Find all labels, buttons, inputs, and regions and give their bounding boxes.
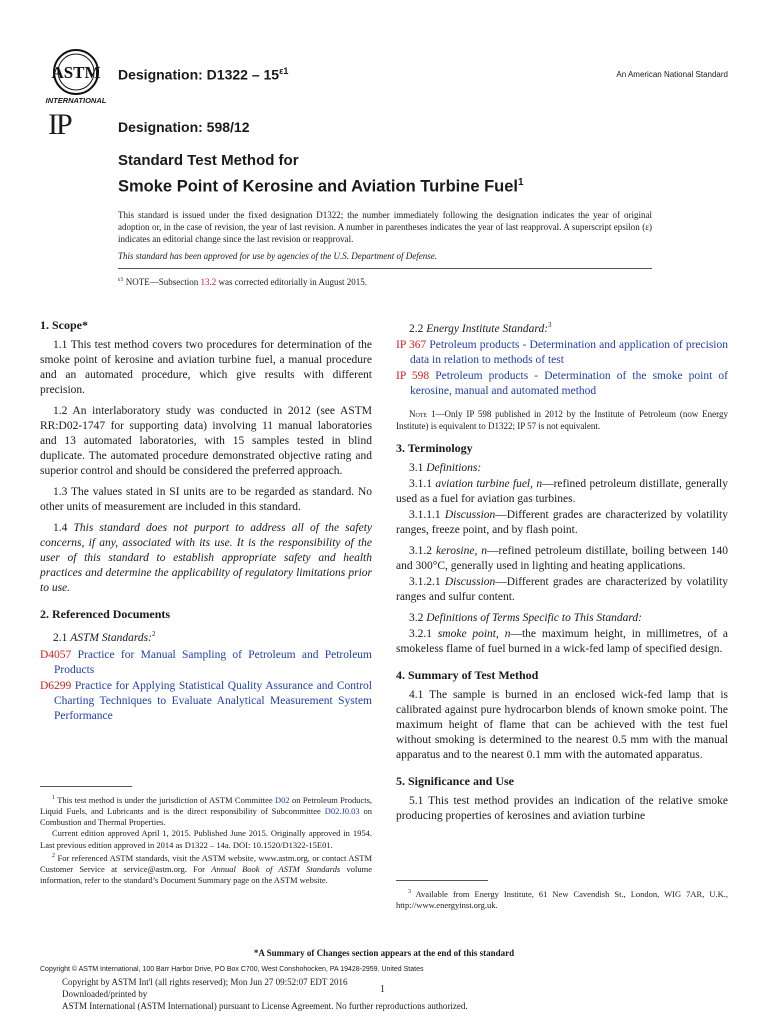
- astm-logo: [42, 46, 110, 106]
- ip-designation: Designation: 598/12: [118, 119, 250, 135]
- summary-of-changes-note: *A Summary of Changes section appears at the end of this standard: [253, 948, 515, 958]
- def-3-1-2-1: 3.1.2.1 Discussion—Different grades are characterized by volatility ranges and sulfur content.: [396, 575, 728, 603]
- page-title: Smoke Point of Kerosine and Aviation Turbine Fuel$^1$: [118, 177, 524, 196]
- issued-statement: This standard is issued under the fixed designation D1322; the number immediately following the designation indicates the year of original adoption or, in the case of revision, the year of last revision. A number in parentheses indicates the year of last reapproval. A superscript epsilon (ε) indicates an editorial change since the last revision or reapproval.: [118, 210, 652, 244]
- ip-logo: IP: [48, 108, 71, 141]
- left-column: [40, 318, 372, 724]
- section-3-heading: 3. Terminology: [396, 440, 473, 455]
- section-5-heading: 5. Significance and Use: [396, 773, 515, 788]
- footnotes-left: [40, 793, 372, 886]
- download-line-3: ASTM International (ASTM International) pursuant to License Agreement. No further reproductions authorized.: [62, 1001, 468, 1011]
- para-5-1: 5.1 This test method provides an indication of the relative smoke producing properties of kerosines and aviation turbine: [396, 794, 728, 822]
- astm-logo-intl-text: INTERNATIONAL: [45, 96, 107, 105]
- footnote-divider-right: [396, 880, 488, 881]
- subsection-3-1: 3.1 Definitions:: [409, 461, 482, 474]
- astm-designation: Designation: $D1322 - 15^{\varepsilon 1}$: [118, 66, 289, 83]
- svg-text:ASTM: ASTM: [51, 63, 101, 82]
- footnote-1: $^1$ This test method is under the jurisdiction of ASTM Committee D02 on Petroleum Products, Liquid Fuels, and Lubricants and is the direct responsibility of Subcommittee D02.J0.03 on Combustion and Thermal Properties.: [40, 794, 373, 828]
- section-2-heading: 2. Referenced Documents: [40, 607, 171, 621]
- subsection-2-2: 2.2 Energy Institute Standard:$^3$: [409, 321, 552, 335]
- footnote-3: $^3$ Available from Energy Institute, 61 New Cavendish St., London, WIG 7AR, U.K., http://www.energyinst.org.uk.: [396, 888, 728, 911]
- subsection-3-2: 3.2 Definitions of Terms Specific to This Standard:: [409, 611, 642, 624]
- def-3-2-1: 3.2.1 smoke point, n—the maximum height, in millimetres, of a smokeless flame of fuel burned in a wick-fed lamp of specified design.: [396, 627, 729, 655]
- para-1-4: 1.4 This standard does not purport to address all of the safety concerns, if any, associated with its use. It is the responsibility of the user of this standard to establish appropriate safety and health practices and determine the applicability of regulatory limitations prior to use.: [40, 522, 372, 594]
- footnote-2: $^2$ For referenced ASTM standards, visit the ASTM website, www.astm.org, or contact ASTM Customer Service at service@astm.org. For Annual Book of ASTM Standards volume information, refer to the standard’s Document Summary page on the ASTM website.: [40, 852, 373, 886]
- section-4-heading: 4. Summary of Test Method: [396, 667, 539, 682]
- def-3-1-1-1: 3.1.1.1 Discussion—Different grades are characterized by volatility ranges, freeze point, and by flash point.: [396, 508, 728, 536]
- section-1-heading: 1. Scope*: [40, 318, 88, 332]
- para-1-1: 1.1 This test method covers two procedures for determination of the smoke point of kerosine and aviation turbine fuel, a manual procedure and an automated procedure, which give results with different precision.: [40, 339, 372, 396]
- ref-d4057[interactable]: D4057 Practice for Manual Sampling of Petroleum and Petroleum Products: [40, 648, 372, 676]
- para-4-1: 4.1 The sample is burned in an enclosed wick-fed lamp that is calibrated against pure hydrocarbon blends of known smoke point. The maximum height of flame that can be achieved with the test fuel without smoking is determined to the nearest 0.5 mm with the manual apparatus and to the nearest 0.1 mm with the automated apparatus.: [396, 688, 728, 761]
- copyright-line: Copyright © ASTM International, 100 Barr Harbor Drive, PO Box C700, West Conshohocken, PA 19428-2959. United States: [40, 966, 424, 973]
- ref-d6299[interactable]: D6299 Practice for Applying Statistical Quality Assurance and Control Charting Techniques to Evaluate Analytical Measurement System Performance: [40, 679, 373, 722]
- note-link-13-2[interactable]: 13.2: [200, 277, 217, 287]
- subsection-2-1: 2.1 ASTM Standards:$^2$: [53, 630, 156, 644]
- editorial-note: $^{\varepsilon 1}$ NOTE—Subsection 13.2 was corrected editorially in August 2015.: [118, 277, 367, 287]
- download-line-2: Downloaded/printed by: [62, 989, 148, 999]
- intro-divider: [118, 268, 652, 269]
- national-standard-label: An American National Standard: [616, 70, 728, 79]
- footnote-1-edition: Current edition approved April 1, 2015. Published June 2015. Originally approved in 1954. Last previous edition approved in 2014 as D1322 – 14a. DOI: 10.1520/D1322-15E01.: [40, 828, 372, 850]
- ref-ip-367[interactable]: IP 367 Petroleum products - Determination and application of precision data in relation to methods of test: [396, 338, 728, 366]
- note-1: Note 1—Only IP 598 published in 2012 by the Institute of Petroleum (now Energy Institute) is equivalent to D1322; IP 57 is not equivalent.: [396, 408, 728, 431]
- title-line1: Standard Test Method for: [118, 152, 299, 169]
- dod-approval: This standard has been approved for use by agencies of the U.S. Department of Defense.: [118, 251, 438, 262]
- download-line-1: Copyright by ASTM Int'l (all rights reserved); Mon Jun 27 09:52:07 EDT 2016: [62, 977, 348, 987]
- footnote-link-d02-j0-03[interactable]: D02.J0.03: [324, 806, 360, 817]
- def-3-1-2: 3.1.2 kerosine, n—refined petroleum distillate, boiling between 140 and 300°C, generally used in lighting and heating applications.: [396, 544, 728, 572]
- page-number: 1: [380, 984, 385, 995]
- def-3-1-1: 3.1.1 aviation turbine fuel, n—refined petroleum distillate, generally used as a fuel for aviation gas turbines.: [396, 477, 728, 505]
- footnote-divider-left: [40, 786, 132, 787]
- intro-block: [118, 210, 652, 263]
- ref-ip-598[interactable]: IP 598 Petroleum products - Determination of the smoke point of kerosine, manual and automated method: [396, 369, 728, 397]
- para-1-2: 1.2 An interlaboratory study was conducted in 2012 (see ASTM RR:D02-1747 for supporting data) involving 11 manual laboratories and 13 automated laboratories, with 15 samples tested in blind duplicate. The automated procedure demonstrated objective rating and superior control and should be considered the preferred approach.: [40, 405, 372, 477]
- right-column: [396, 318, 728, 824]
- footnote-link-d02[interactable]: D02: [275, 794, 290, 805]
- para-1-3: 1.3 The values stated in SI units are to be regarded as standard. No other units of measurement are included in this standard.: [40, 486, 372, 513]
